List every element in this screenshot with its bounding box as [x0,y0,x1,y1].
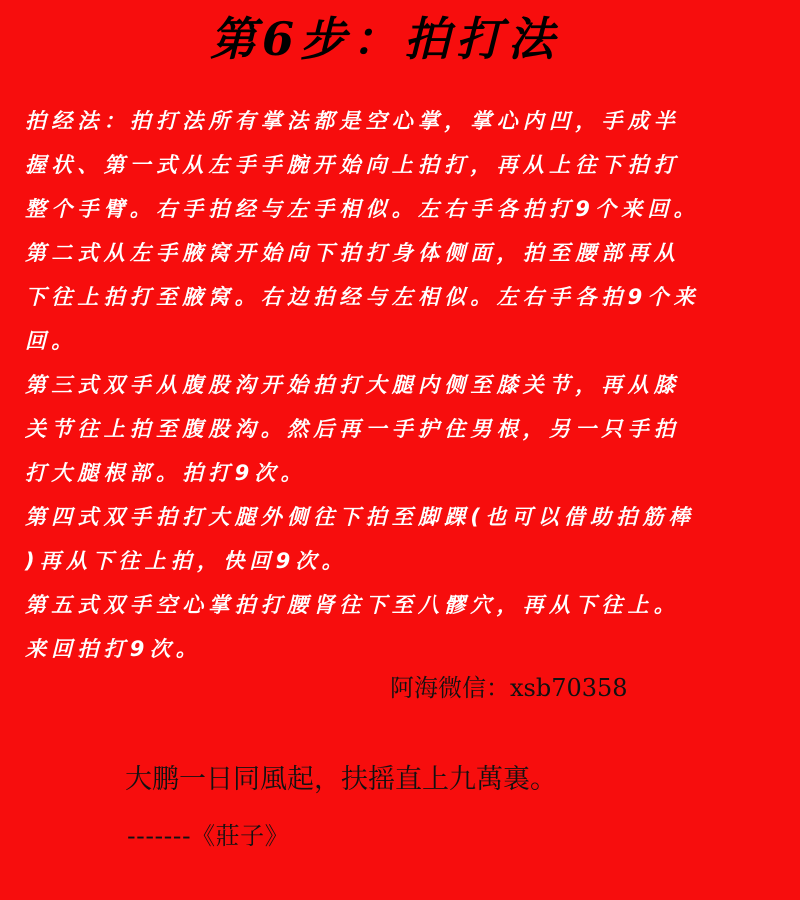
quote-source: -------《莊子》 [127,822,290,850]
instruction-text [25,99,785,671]
paragraph-fifth-form: 第五式双手空心掌拍打腰肾往下至八髎穴，再从下往上。 来回拍打9次。 [25,593,680,661]
paragraph-third-form: 第三式双手从腹股沟开始拍打大腿内侧至膝关节，再从膝 关节往上拍至腹股沟。然后再一手护住男根，另一只手拍 打大腿根部。拍打9次。 [25,373,680,485]
paragraph-arm-method: 拍经法：拍打法所有掌法都是空心掌，掌心内凹，手成半 握状、第一式从左手手腕开始向上拍打，再从上往下拍打 整个手臂。右手拍经与左手相似。左右手各拍打9个来回。 [25,109,700,221]
quote-text: 大鹏一日同風起，扶摇直上九萬裏。 [125,764,557,795]
wechat-contact: 阿海微信：xsb70358 [390,674,628,702]
page-title: 第6步：拍打法 [209,12,560,66]
paragraph-second-form: 第二式从左手腋窝开始向下拍打身体侧面，拍至腰部再从 下往上拍打至腋窝。右边拍经与左相似。左右手各拍9个来 回。 [25,241,700,353]
paragraph-fourth-form: 第四式双手拍打大腿外侧往下拍至脚踝(也可以借助拍筋棒 )再从下往上拍，快回9次。 [25,505,695,573]
